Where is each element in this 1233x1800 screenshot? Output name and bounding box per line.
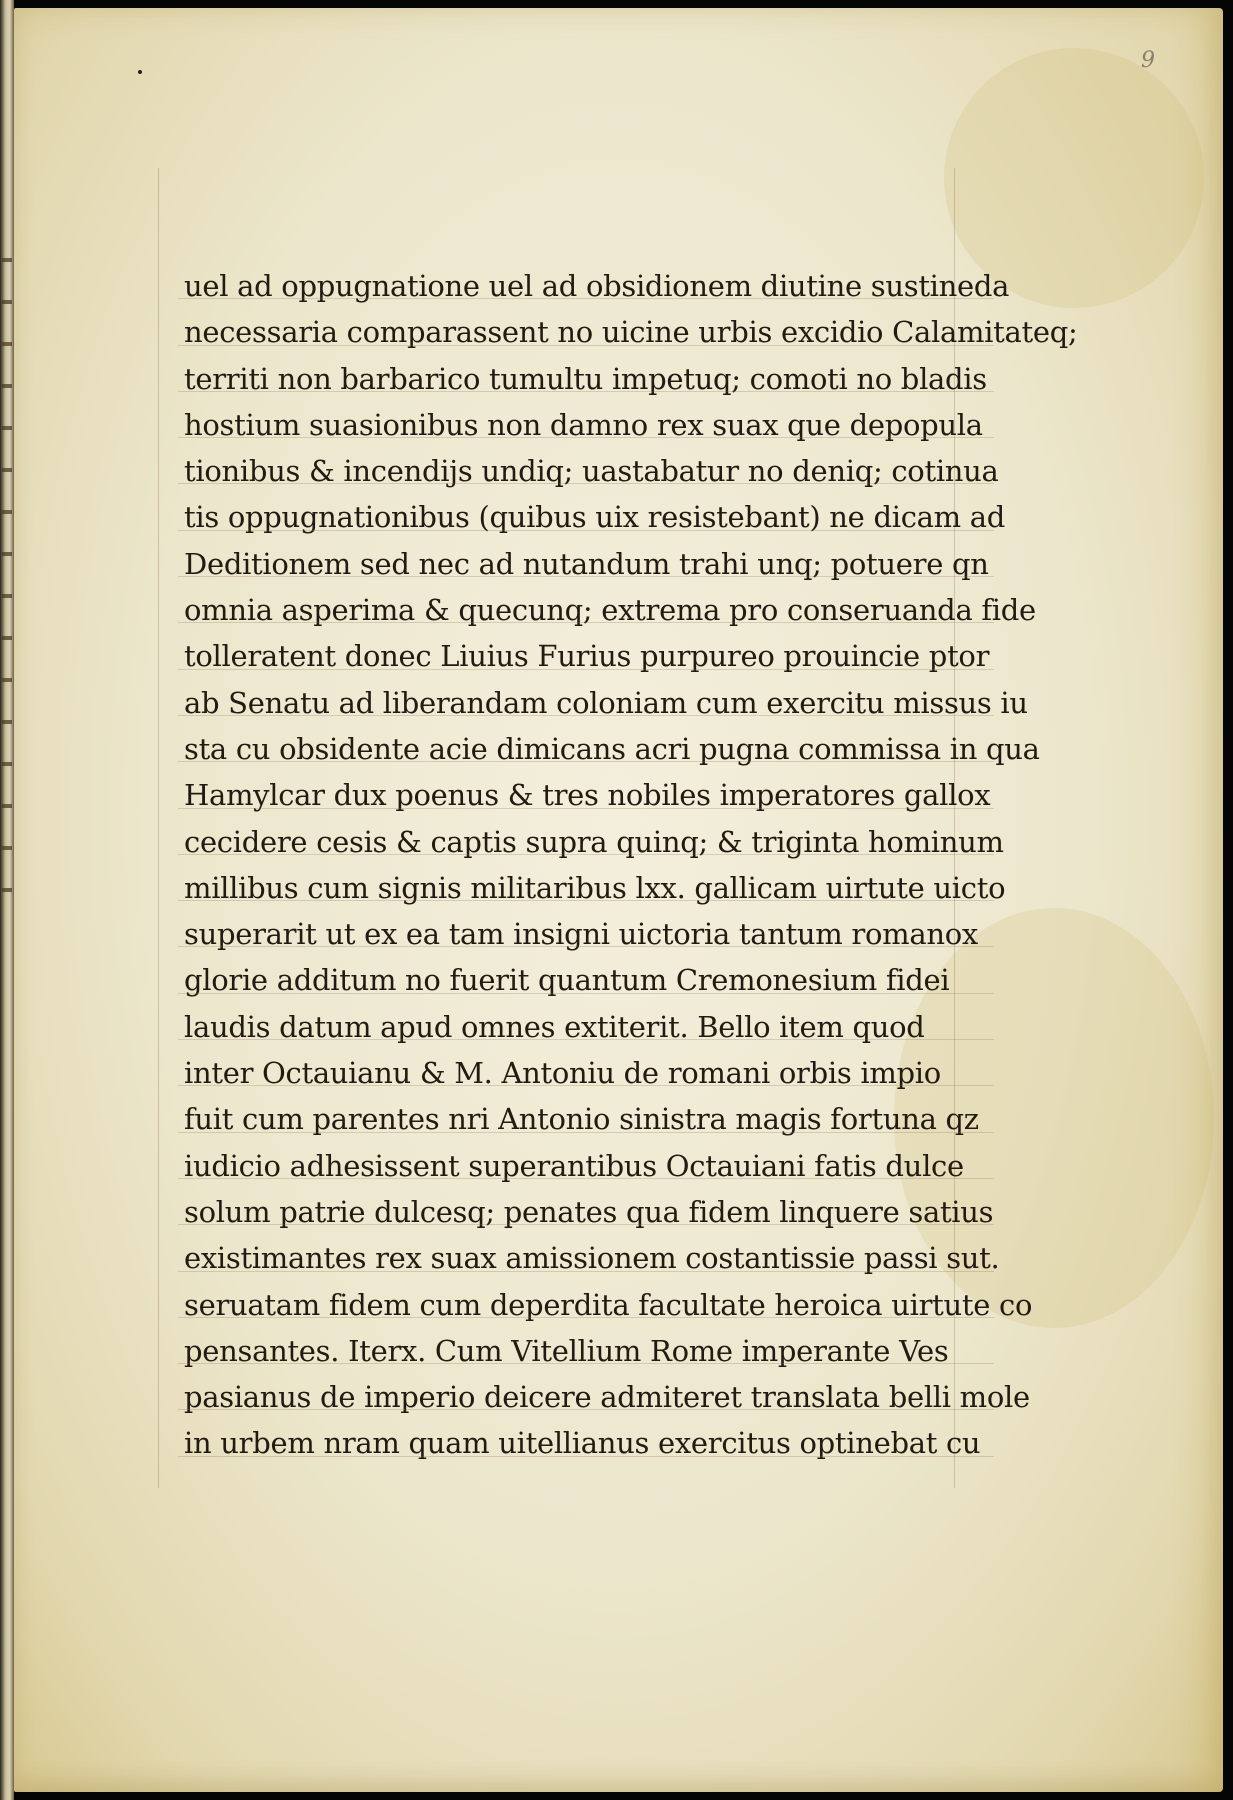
text-line: existimantes rex suax amissionem costantissie passi sut. (184, 1235, 984, 1281)
text-line: Hamylcar dux poenus & tres nobiles imperatores gallox (184, 772, 984, 818)
text-line: superarit ut ex ea tam insigni uictoria tantum romanox (184, 911, 984, 957)
manuscript-folio (14, 8, 1223, 1792)
text-line: territi non barbarico tumultu impetuq; comoti no bladis (184, 356, 984, 402)
text-line: ab Senatu ad liberandam coloniam cum exercitu missus iu (184, 680, 984, 726)
text-line: fuit cum parentes nri Antonio sinistra magis fortuna qz (184, 1096, 984, 1142)
previous-leaf-script-fragments (2, 220, 12, 920)
text-line: laudis datum apud omnes extiterit. Bello item quod (184, 1004, 984, 1050)
previous-leaf-edge (0, 0, 14, 1800)
text-column (184, 263, 1078, 1467)
text-line: seruatam fidem cum deperdita facultate heroica uirtute co (184, 1282, 984, 1328)
ink-dot (138, 70, 142, 74)
text-line: tis oppugnationibus (quibus uix resistebant) ne dicam ad (184, 494, 984, 540)
text-line: Deditionem sed nec ad nutandum trahi unq; potuere qn (184, 541, 984, 587)
text-line: pasianus de imperio deicere admiteret translata belli mole (184, 1374, 984, 1420)
text-line: millibus cum signis militaribus lxx. gallicam uirtute uicto (184, 865, 984, 911)
text-line: in urbem nram quam uitellianus exercitus optinebat cu (184, 1420, 984, 1466)
text-line: tionibus & incendijs undiq; uastabatur no deniq; cotinua (184, 448, 984, 494)
text-line: pensantes. Iterx. Cum Vitellium Rome imperante Ves (184, 1328, 984, 1374)
text-line: necessaria comparassent no uicine urbis excidio Calamitateq; (184, 309, 984, 355)
text-line: inter Octauianu & M. Antoniu de romani orbis impio (184, 1050, 984, 1096)
text-line: hostium suasionibus non damno rex suax que depopula (184, 402, 984, 448)
text-line: uel ad oppugnatione uel ad obsidionem diutine sustineda (184, 263, 984, 309)
text-line: solum patrie dulcesq; penates qua fidem linquere satius (184, 1189, 984, 1235)
text-line: iudicio adhesissent superantibus Octauiani fatis dulce (184, 1143, 984, 1189)
text-line: glorie additum no fuerit quantum Cremonesium fidei (184, 957, 984, 1003)
ruling-line-left (158, 168, 159, 1488)
text-line: omnia asperima & quecunq; extrema pro conseruanda fide (184, 587, 984, 633)
text-line: sta cu obsidente acie dimicans acri pugna commissa in qua (184, 726, 984, 772)
text-line: cecidere cesis & captis supra quinq; & triginta hominum (184, 819, 984, 865)
folio-number: 9 (1141, 48, 1155, 73)
text-line: tolleratent donec Liuius Furius purpureo prouincie ptor (184, 633, 984, 679)
